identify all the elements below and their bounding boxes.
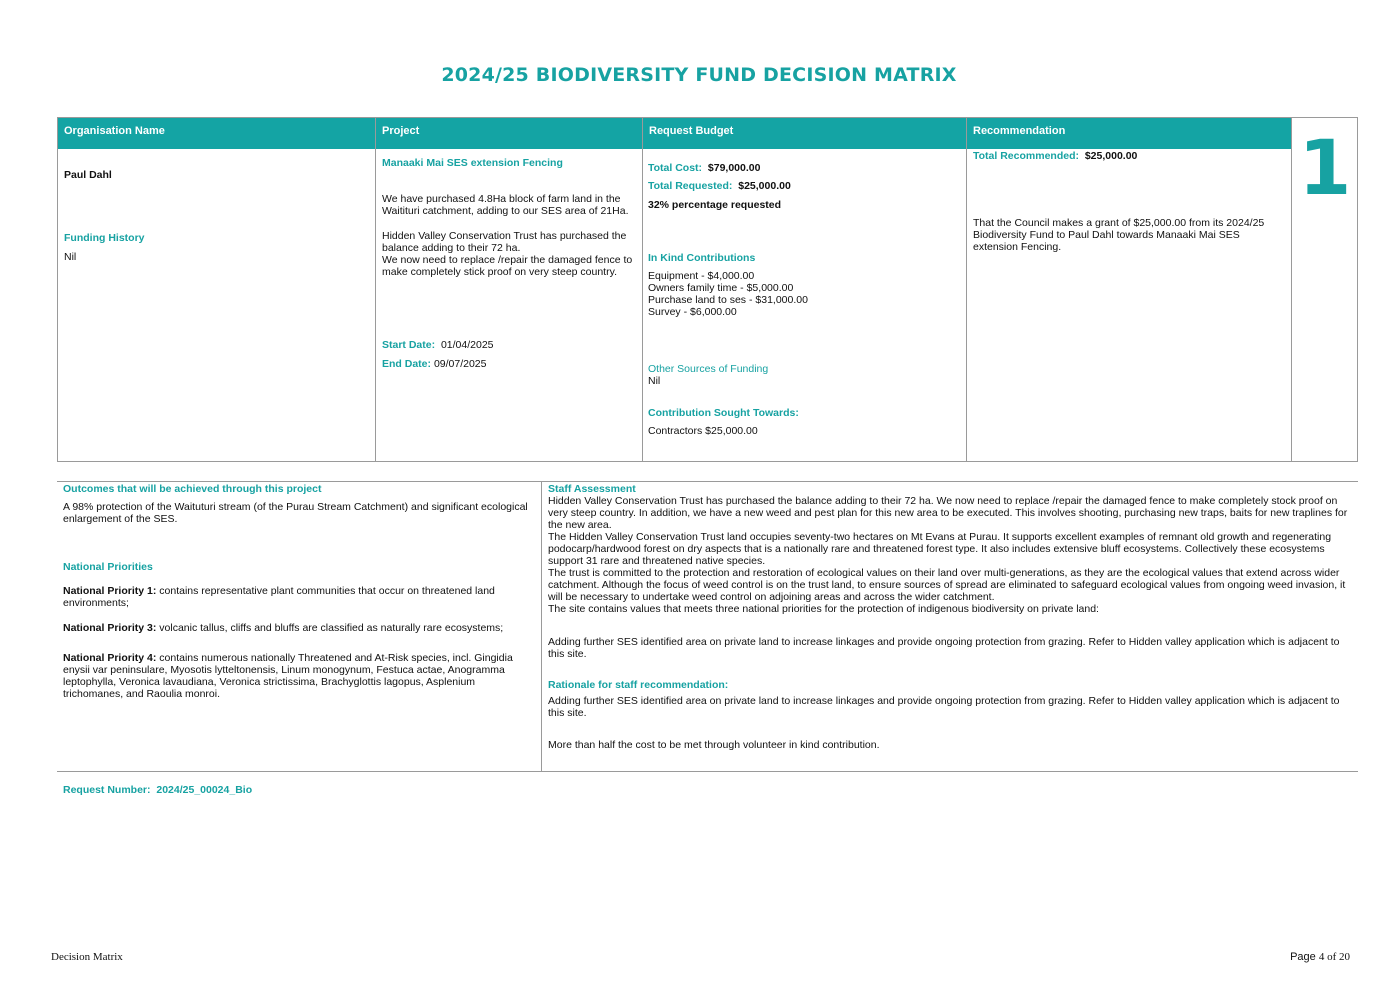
project-name: Manaaki Mai SES extension Fencing [382, 157, 563, 169]
column-divider [966, 118, 967, 461]
total-requested [648, 180, 791, 192]
national-priority-name: National Priority 3: [63, 622, 157, 634]
header-recommendation: Recommendation [967, 118, 1292, 149]
footer-page-current: 4 [1318, 951, 1325, 963]
national-priority-text: contains representative plant communities that occur on threatened land environments; [63, 585, 495, 609]
in-kind-item: Equipment - $4,000.00 [648, 270, 755, 282]
in-kind-label: In Kind Contributions [648, 252, 756, 264]
staff-assessment-paragraph: The trust is committed to the protection and restoration of ecological values on their land over multi-generations, as they are the ecological values that extend across wider catchment. Although the focus of weed control is on the trust land, to ensure sources of spread are eliminated to safeguard ecological values from ongoing weed invasion, it will be necessary to undertake weed control on adjoining areas and across the wider catchment. [548, 567, 1346, 603]
other-sources-label: Other Sources of Funding [648, 363, 769, 375]
total-recommended-value: $25,000.00 [1084, 150, 1138, 162]
rationale-label: Rationale for staff recommendation: [548, 679, 729, 691]
footer-doc-title: Decision Matrix [51, 951, 123, 963]
national-priority-name: National Priority 4: [63, 652, 157, 664]
outcomes-text: A 98% protection of the Waituturi stream (of the Purau Stream Catchment) and significant ecological enlargement of the SES. [63, 501, 528, 525]
contribution-sought-value: Contractors $25,000.00 [648, 425, 758, 437]
national-priority-text: contains numerous nationally Threatened and At-Risk species, incl. Gingidia enysii var peninsulare, Myosotis lytteltonensis, Linum monogynum, Festuca actae, Anogramma leptophylla, Veronica lavaudiana, Veronica strictissima, Brachyglottis lagopus, Asplenium trichomanes, and Raoulia monroi. [63, 652, 513, 700]
total-recommended-label: Total Recommended: [973, 150, 1079, 162]
start-date [382, 339, 494, 351]
national-priority-text: volcanic tallus, cliffs and bluffs are classified as naturally rare ecosystems; [156, 622, 504, 634]
request-number-value: 2024/25_00024_Bio [156, 784, 253, 796]
funding-history-label: Funding History [64, 232, 145, 244]
recommendation-text: That the Council makes a grant of $25,000.00 from its 2024/25 Biodiversity Fund to Paul Dahl towards Manaaki Mai SES extension Fencing. [973, 217, 1265, 253]
project-description-2b: We now need to replace /repair the damaged fence to make completely stick proof on very steep country. [382, 254, 633, 278]
column-divider [375, 118, 376, 461]
footer-page-total: 20 [1339, 951, 1350, 963]
staff-assessment-paragraph: The Hidden Valley Conservation Trust land occupies seventy-two hectares on Mt Evans at Purau. It supports excellent examples of remnant old growth and regenerating podocarp/hardwood forest on dry aspects that is a nationally rare and threatened forest type. It also includes extensive bluff ecosystems. Collectively these ecosystems support 31 rare and threatened native species. [548, 531, 1332, 567]
footer-page-number [1290, 951, 1350, 963]
in-kind-list [648, 270, 808, 318]
request-index-number: 1 [1298, 123, 1352, 212]
staff-assessment-paragraph: Hidden Valley Conservation Trust has purchased the balance adding to their 72 ha. We now need to replace /repair the damaged fence to make completely stock proof on very steep country. In addition, we have a new weed and pest plan for this new area to be executed. This involves shooting, purchasing new traps, baits for new traplines for the new area. [548, 495, 1348, 531]
funding-history-value: Nil [64, 251, 77, 263]
section-bottom-rule [57, 771, 1358, 772]
section-top-rule [57, 481, 1358, 482]
other-sources-value: Nil [648, 375, 661, 387]
total-requested-value: $25,000.00 [738, 180, 791, 192]
total-cost [648, 162, 760, 174]
total-requested-label: Total Requested: [648, 180, 733, 192]
contribution-sought-label: Contribution Sought Towards: [648, 407, 799, 419]
in-kind-item: Owners family time - $5,000.00 [648, 282, 794, 294]
end-date [382, 358, 487, 370]
in-kind-item: Survey - $6,000.00 [648, 306, 737, 318]
in-kind-item: Purchase land to ses - $31,000.00 [648, 294, 808, 306]
header-budget: Request Budget [643, 118, 967, 149]
request-number-label: Request Number: [63, 784, 151, 796]
outcomes-label: Outcomes that will be achieved through this project [63, 483, 322, 495]
start-date-value: 01/04/2025 [440, 339, 494, 351]
staff-assessment-label: Staff Assessment [548, 483, 636, 495]
national-priority-item [63, 652, 535, 700]
project-description-1: We have purchased 4.8Ha block of farm land in the Waitituri catchment, adding to our SES area of 21Ha. [382, 193, 629, 217]
decision-matrix-table [57, 117, 1358, 462]
header-project: Project [376, 118, 643, 149]
footer-page-prefix: Page [1290, 951, 1319, 963]
end-date-value: 09/07/2025 [433, 358, 487, 370]
total-cost-label: Total Cost: [648, 162, 703, 174]
national-priority-name: National Priority 1: [63, 585, 157, 597]
percentage-requested: 32% percentage requested [648, 199, 782, 211]
project-description-2a: Hidden Valley Conservation Trust has purchased the balance adding to their 72 ha. [382, 230, 627, 254]
request-number [63, 784, 252, 796]
column-divider [642, 118, 643, 461]
total-recommended [973, 150, 1137, 162]
total-cost-value: $79,000.00 [707, 162, 761, 174]
national-priority-item [63, 622, 535, 634]
rationale-text-2: More than half the cost to be met through volunteer in kind contribution. [548, 739, 880, 751]
start-date-label: Start Date: [382, 339, 436, 351]
staff-assessment-paragraph: The site contains values that meets three national priorities for the protection of indigenous biodiversity on private land: [548, 603, 1099, 615]
staff-assessment-text [548, 495, 1352, 615]
staff-assessment-followup: Adding further SES identified area on private land to increase linkages and provide ongoing protection from grazing. Refer to Hidden valley application which is adjacent to this site. [548, 636, 1340, 660]
rationale-text-1: Adding further SES identified area on private land to increase linkages and provide ongoing protection from grazing. Refer to Hidden valley application which is adjacent to this site. [548, 695, 1340, 719]
page-title: 2024/25 BIODIVERSITY FUND DECISION MATRIX [441, 64, 957, 86]
national-priorities-label: National Priorities [63, 561, 153, 573]
footer-page-sep: of [1324, 951, 1339, 963]
national-priority-item [63, 585, 535, 609]
header-organisation: Organisation Name [58, 118, 376, 149]
organisation-name: Paul Dahl [64, 169, 112, 181]
end-date-label: End Date: [382, 358, 432, 370]
section-divider [541, 481, 542, 772]
